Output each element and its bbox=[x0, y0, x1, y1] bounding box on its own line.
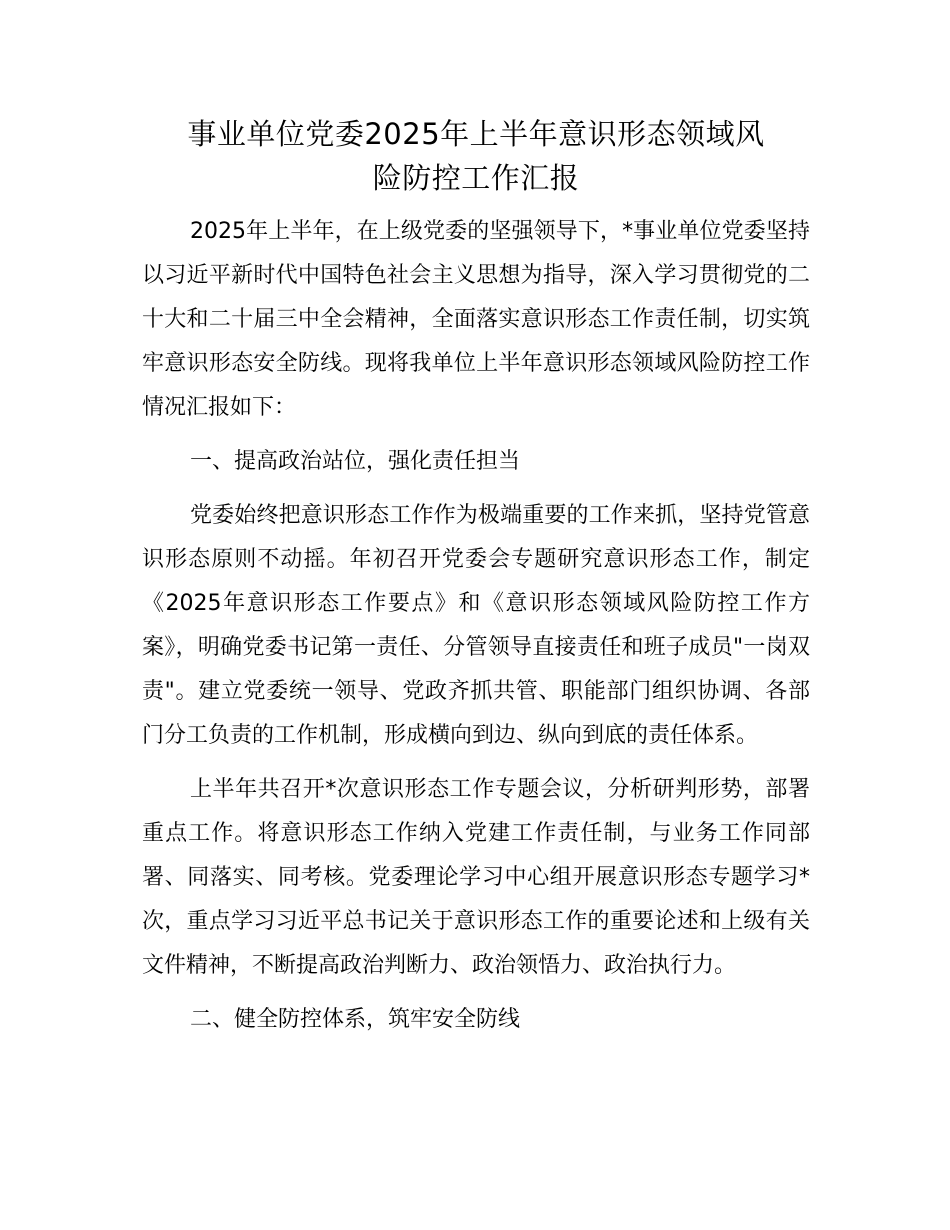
section-1-paragraph-1: 党委始终把意识形态工作作为极端重要的工作来抓，坚持党管意识形态原则不动摇。年初召开党委会专题研究意识形态工作，制定《2025年意识形态工作要点》和《意识形态领域风险防控工作方案》，明确党委书记第一责任、分管领导直接责任和班子成员"一岗双责"。建立党委统一领导、党政齐抓共管、职能部门组织协调、各部门分工负责的工作机制，形成横向到边、纵向到底的责任体系。 bbox=[142, 503, 810, 748]
section-2-heading: 二、健全防控体系，筑牢安全防线 bbox=[190, 1007, 521, 1032]
intro-paragraph: 2025年上半年，在上级党委的坚强领导下，*事业单位党委坚持以习近平新时代中国特色社会主义思想为指导，深入学习贯彻党的二十大和二十届三中全会精神，全面落实意识形态工作责任制，切实筑牢意识形态安全防线。现将我单位上半年意识形态领域风险防控工作情况汇报如下： bbox=[142, 219, 810, 420]
section-1-paragraph-2: 上半年共召开*次意识形态工作专题会议，分析研判形势，部署重点工作。将意识形态工作纳入党建工作责任制，与业务工作同部署、同落实、同考核。党委理论学习中心组开展意识形态专题学习*次，重点学习习近平总书记关于意识形态工作的重要论述和上级有关文件精神，不断提高政治判断力、政治领悟力、政治执行力。 bbox=[142, 777, 810, 978]
document-page bbox=[142, 112, 810, 1042]
section-1-heading: 一、提高政治站位，强化责任担当 bbox=[190, 449, 521, 474]
title-line-1: 事业单位党委2025年上半年意识形态领域风 bbox=[187, 117, 765, 151]
document-title bbox=[142, 112, 810, 200]
title-line-2: 险防控工作汇报 bbox=[372, 161, 580, 195]
